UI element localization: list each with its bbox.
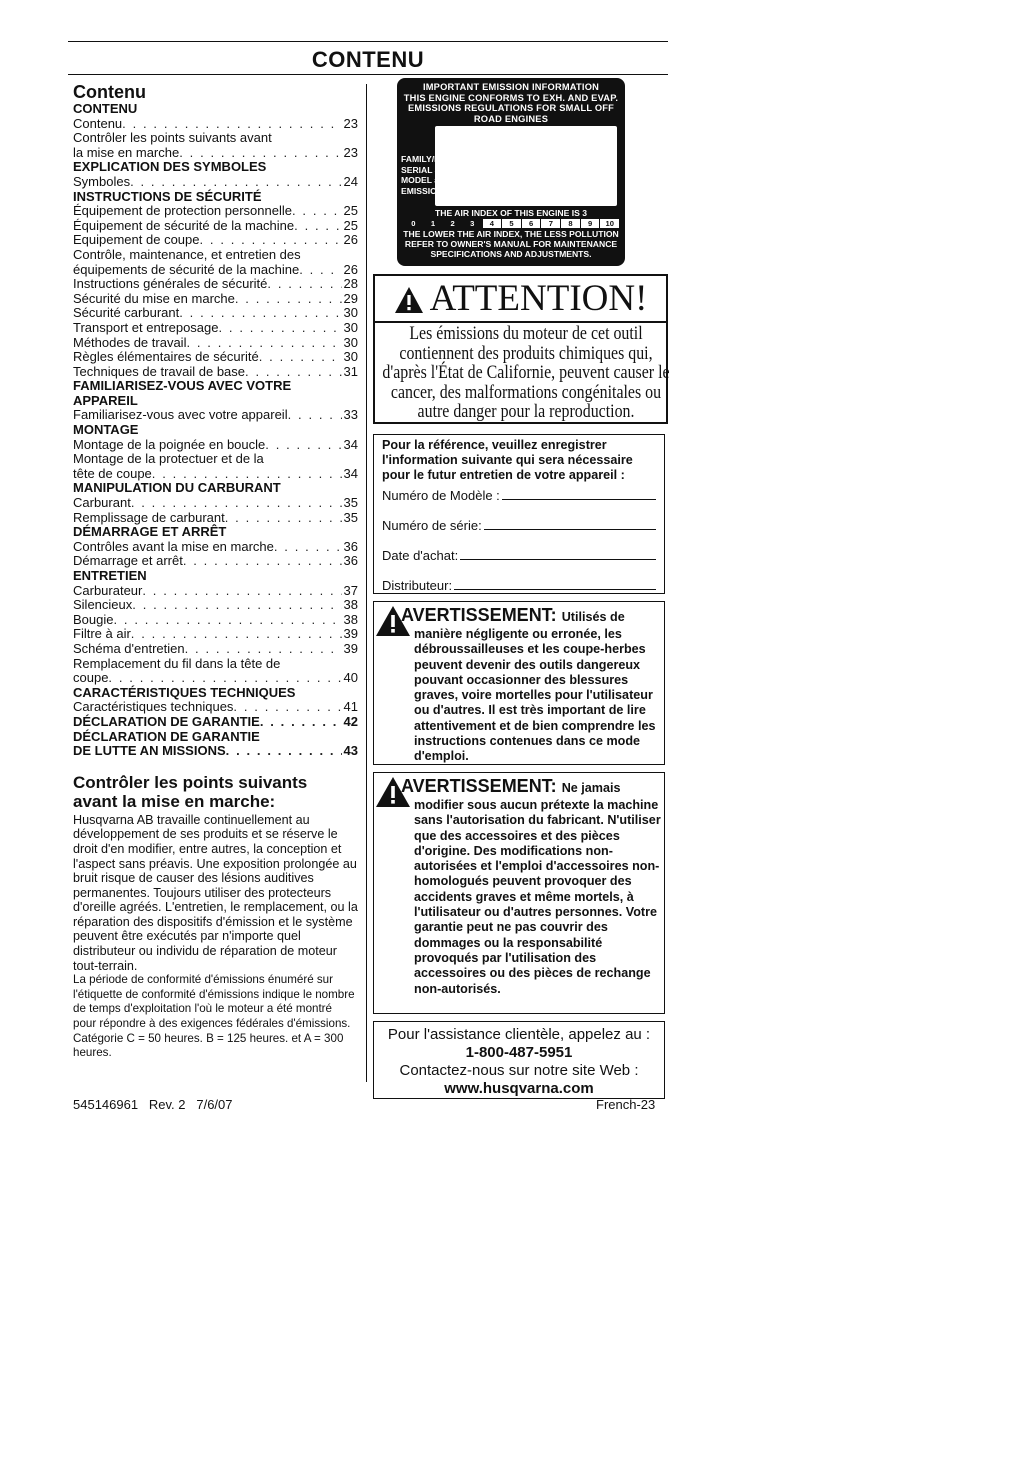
toc-entry-title: Équipement de sécurité de la machine	[73, 217, 295, 233]
toc-leader-dots	[142, 584, 341, 599]
toc-leader-dots	[294, 219, 341, 234]
toc-entry	[73, 277, 358, 292]
emission-header-line: THIS ENGINE CONFORMS TO EXH. AND EVAP.	[403, 92, 619, 103]
emission-label-footer	[397, 230, 625, 259]
toc-entry	[73, 540, 358, 555]
toc-entry-text: Contrôler les points suivants avant	[73, 130, 272, 146]
toc-page-number: 43	[343, 743, 358, 759]
column-divider	[366, 84, 367, 1082]
attention-title-text: ATTENTION!	[429, 278, 648, 319]
customer-service-box	[373, 1021, 665, 1099]
toc-entry-title: Montage de la poignée en boucle	[73, 436, 266, 452]
emission-label	[397, 78, 625, 266]
air-index-scale-cell: 4	[482, 219, 502, 228]
toc-entry	[73, 598, 358, 613]
table-of-contents	[73, 102, 358, 759]
toc-entry-title: Contenu	[73, 115, 123, 131]
purchase-date-line	[460, 559, 656, 560]
serial-number-field	[382, 503, 656, 533]
model-number-field	[382, 485, 656, 503]
toc-leader-dots	[225, 511, 342, 526]
toc-entry	[73, 365, 358, 380]
toc-page-number: 34	[343, 436, 358, 452]
toc-entry-title: Contrôles avant la mise en marche	[73, 538, 274, 554]
serial-number-line	[484, 529, 656, 530]
toc-entry	[73, 671, 358, 686]
toc-entry-text: Remplacement du fil dans la tête de	[73, 655, 281, 671]
toc-page-number: 26	[343, 261, 358, 277]
toc-entry-title: Remplissage de carburant	[73, 509, 225, 525]
emission-header-line: EMISSIONS REGULATIONS FOR SMALL OFF	[407, 103, 615, 114]
toc-page-number: 25	[343, 217, 358, 233]
toc-page-number: 42	[343, 713, 358, 729]
emission-footer-line: THE LOWER THE AIR INDEX, THE LESS POLLUTION	[403, 229, 619, 239]
toc-page-number: 30	[343, 305, 358, 321]
warning-2-title: AVERTISSEMENT:	[401, 776, 557, 796]
toc-page-number: 23	[343, 144, 358, 160]
warning-1-lead: Utilisés de	[561, 610, 625, 624]
emission-header-line: ROAD ENGINES	[473, 113, 549, 124]
toc-entry	[73, 438, 358, 453]
toc-entry-text: Montage de la protectuer et de la	[73, 451, 264, 467]
checklist-heading-line-2: avant la mise en marche:	[73, 791, 276, 811]
toc-section-heading: DÉMARRAGE ET ARRÊT	[73, 524, 227, 540]
toc-leader-dots	[130, 175, 341, 190]
warning-1-text: manière négligente ou erronée, les débroussailleuses et les coupe-herbes peuvent devenir des outils dangereux pouvant occasionner des blessures graves, voire mortelles pour l'utilisateur ou d'autres. Il est très important de lire attentivement et de bien comprendre les instructions contenues dans ce mode d'emploi.	[414, 627, 656, 764]
page-title: CONTENU	[311, 47, 425, 72]
toc-entry-title: Filtre à air	[73, 626, 131, 642]
toc-leader-dots	[235, 292, 342, 307]
toc-section-heading: EXPLICATION DES SYMBOLES	[73, 159, 267, 175]
purchase-date-field	[382, 533, 656, 563]
toc-entry	[73, 219, 358, 234]
toc-section-heading: INSTRUCTIONS DE SÉCURITÉ	[73, 188, 262, 204]
toc-leader-dots	[185, 642, 342, 657]
warning-2-lead: Ne jamais	[561, 781, 621, 795]
toc-leader-dots	[183, 554, 342, 569]
emission-label-blank-area	[435, 126, 617, 206]
toc-leader-dots	[219, 321, 342, 336]
toc-leader-dots	[274, 540, 342, 555]
toc-section-heading: CARACTÉRISTIQUES TECHNIQUES	[73, 684, 296, 700]
toc-entry	[73, 642, 358, 657]
emission-header-line: IMPORTANT EMISSION INFORMATION	[422, 82, 600, 92]
toc-leader-dots	[113, 613, 341, 628]
toc-page-number: 41	[343, 699, 358, 715]
toc-entry-title: Carburateur	[73, 582, 143, 598]
toc-page-number: 40	[343, 670, 358, 686]
toc-entry	[73, 715, 358, 730]
contents-heading: Contenu	[73, 82, 146, 102]
emission-period-body: La période de conformité d'émissions énuméré sur l'étiquette de conformité d'émissions indique le nombre de temps d'exploitation l'où le moteur a été montré pour répondre à des exigences fédérales d'émissions. Catégorie C = 50 heures. B = 125 heures. et A = 300 heures.	[73, 973, 355, 1060]
air-index-scale	[403, 219, 619, 228]
emission-label-fields	[401, 154, 454, 196]
toc-leader-dots	[299, 263, 341, 278]
toc-page-number: 39	[343, 626, 358, 642]
emission-footer-line: REFER TO OWNER'S MANUAL FOR MAINTENANCE	[404, 238, 618, 249]
toc-leader-dots	[245, 365, 342, 380]
attention-text: Les émissions du moteur de cet outil contiennent des produits chimiques qui, d'après l'État de Californie, peuvent causer le cancer, des malformations congénitales ou autre danger pour la reproduction.	[382, 324, 670, 422]
emission-label-header	[397, 78, 625, 124]
checklist-heading	[73, 773, 358, 811]
emission-field-label: EMISSION	[401, 185, 444, 196]
air-index-scale-cell: 7	[540, 219, 560, 228]
serial-number-label: Numéro de série:	[382, 518, 482, 533]
attention-title	[375, 276, 666, 323]
air-index-text: THE AIR INDEX OF THIS ENGINE IS 3	[434, 208, 587, 218]
toc-section-heading: MONTAGE	[73, 422, 139, 438]
air-index-scale-cell: 1	[423, 219, 443, 228]
contact-line-1: Pour l'assistance clientèle, appelez au :	[387, 1026, 651, 1043]
toc-entry	[73, 700, 358, 715]
toc-leader-dots	[260, 715, 342, 730]
toc-entry	[73, 292, 358, 307]
warning-icon	[375, 605, 411, 637]
toc-leader-dots	[179, 306, 341, 321]
toc-leader-dots	[259, 350, 342, 365]
toc-page-number: 35	[343, 509, 358, 525]
dealer-line	[454, 589, 656, 590]
toc-entry-title: Équipement de protection personnelle	[73, 203, 292, 219]
toc-section-heading: FAMILIARISEZ-VOUS AVEC VOTRE	[73, 378, 292, 394]
toc-page-number: 36	[343, 553, 358, 569]
toc-entry-title: Schéma d'entretien	[73, 640, 185, 656]
toc-leader-dots	[233, 700, 341, 715]
warning-icon	[394, 286, 424, 314]
toc-leader-dots	[199, 233, 341, 248]
toc-entry	[73, 627, 358, 642]
toc-entry	[73, 408, 358, 423]
attention-box	[373, 274, 668, 424]
toc-leader-dots	[265, 438, 341, 453]
toc-entry	[73, 336, 358, 351]
toc-entry	[73, 146, 358, 161]
top-rule	[68, 41, 668, 42]
warning-icon	[375, 776, 411, 808]
toc-entry	[73, 263, 358, 278]
toc-leader-dots	[152, 467, 342, 482]
toc-entry	[73, 744, 358, 759]
reference-intro: Pour la référence, veuillez enregistrer l'information suivante qui sera nécessaire pour le futur entretien de votre appareil :	[382, 438, 633, 482]
contact-line-2: Contactez-nous sur notre site Web :	[399, 1062, 639, 1079]
toc-page-number: 26	[343, 232, 358, 248]
purchase-date-label: Date d'achat:	[382, 548, 459, 563]
model-number-label: Numéro de Modèle :	[382, 488, 500, 503]
warning-box-1	[373, 601, 665, 765]
warning-1-title: AVERTISSEMENT:	[401, 605, 557, 625]
toc-entry-title: Règles élémentaires de sécurité	[73, 349, 259, 365]
toc-leader-dots	[226, 744, 342, 759]
toc-page-number: 38	[343, 597, 358, 613]
toc-leader-dots	[292, 204, 342, 219]
toc-leader-dots	[131, 496, 342, 511]
toc-entry-title: DÉCLARATION DE GARANTIE	[73, 713, 260, 729]
toc-entry	[73, 321, 358, 336]
warning-box-2	[373, 772, 665, 1014]
toc-page-number: 30	[343, 349, 358, 365]
toc-entry-title: tête de coupe	[73, 465, 152, 481]
air-index-scale-cell: 9	[580, 219, 600, 228]
right-column	[373, 78, 668, 1099]
footer-page-number: French-23	[596, 1097, 656, 1112]
checklist-heading-line-1: Contrôler les points suivants	[73, 772, 308, 792]
toc-section-heading: DÉCLARATION DE GARANTIE	[73, 728, 260, 744]
toc-page-number: 25	[343, 203, 358, 219]
toc-page-number: 38	[343, 611, 358, 627]
left-column	[73, 82, 358, 1061]
toc-entry-title: Méthodes de travail	[73, 334, 187, 350]
toc-entry	[73, 117, 358, 132]
reference-box	[373, 434, 665, 594]
toc-page-number: 30	[343, 334, 358, 350]
toc-entry-title: Symboles	[73, 173, 131, 189]
toc-entry-title: coupe	[73, 670, 109, 686]
toc-page-number: 23	[343, 115, 358, 131]
toc-entry-title: Familiarisez-vous avec votre appareil	[73, 407, 288, 423]
toc-entry-title: Instructions générales de sécurité	[73, 276, 268, 292]
toc-entry-title: Démarrage et arrêt	[73, 553, 183, 569]
toc-page-number: 24	[343, 173, 358, 189]
toc-section-heading: APPAREIL	[73, 392, 138, 408]
emission-field-label: SERIAL #	[401, 164, 440, 175]
warning-1-heading	[401, 605, 662, 627]
website-link[interactable]: www.husqvarna.com	[444, 1080, 594, 1097]
toc-leader-dots	[122, 117, 341, 132]
model-number-line	[502, 499, 656, 500]
toc-page-number: 28	[343, 276, 358, 292]
warning-2-heading	[401, 776, 662, 798]
toc-entry	[73, 613, 358, 628]
toc-section-heading: MANIPULATION DU CARBURANT	[73, 480, 281, 496]
toc-entry-title: la mise en marche	[73, 144, 180, 160]
toc-entry-title: DE LUTTE AN MISSIONS	[73, 743, 226, 759]
toc-page-number: 31	[343, 363, 358, 379]
toc-entry-text: Contrôle, maintenance, et entretien des	[73, 246, 301, 262]
toc-page-number: 39	[343, 640, 358, 656]
warning-2-text: modifier sous aucun prétexte la machine sans l'autorisation du fabricant. N'utiliser que des accessoires et des pièces d'origine. Des modifications non-autorisées et l'emploi d'accessoires non-homologués peuvent provoquer des accidents graves et même mortels, à l'utilisateur ou d'autres personnes. Votre garantie peut ne pas couvrir des dommages ou la responsabilité provoqués par l'utilisation des accessoires ou des pièces de rechange non-autorisés.	[414, 798, 661, 996]
toc-entry-title: Sécurité carburant	[73, 305, 180, 321]
toc-entry-title: Sécurité du mise en marche	[73, 290, 235, 306]
air-index-scale-cell: 3	[462, 219, 482, 228]
emission-footer-line: SPECIFICATIONS AND ADJUSTMENTS.	[430, 248, 592, 259]
toc-entry	[73, 467, 358, 482]
toc-entry	[73, 306, 358, 321]
toc-page-number: 29	[343, 290, 358, 306]
toc-entry-title: équipements de sécurité de la machine	[73, 261, 300, 277]
toc-leader-dots	[288, 408, 342, 423]
toc-entry	[73, 554, 358, 569]
toc-entry	[73, 233, 358, 248]
toc-entry	[73, 511, 358, 526]
toc-section-heading: ENTRETIEN	[73, 568, 147, 583]
checklist-body: Husqvarna AB travaille continuellement au développement de ses produits et se réserve le droit d'en modifier, entre autres, la conception et l'aspect sans préavis. Une exposition prolongée au bruit risque de causer des lésions auditives permanentes. Toujours utiliser des protecteurs d'oreille agréés. L'entretien, le remplacement, ou la réparation des dispositifs d'émission et le système peuvent être exécutés par n'importe quel distributeur ou individu de réparation de moteur tout-terrain.	[73, 812, 358, 973]
toc-page-number: 35	[343, 495, 358, 511]
toc-entry-title: Bougie	[73, 611, 114, 627]
phone-number: 1-800-487-5951	[465, 1044, 573, 1061]
air-index-scale-cell: 8	[560, 219, 580, 228]
toc-leader-dots	[186, 336, 341, 351]
toc-entry	[73, 175, 358, 190]
toc-page-number: 30	[343, 319, 358, 335]
toc-entry-title: Carburant	[73, 495, 131, 511]
toc-leader-dots	[131, 627, 342, 642]
title-rule	[68, 74, 668, 75]
air-index-scale-cell: 10	[599, 219, 619, 228]
toc-page-number: 33	[343, 407, 358, 423]
toc-section-heading: CONTENU	[73, 101, 138, 116]
emission-field-label: FAMILY/DISP	[401, 154, 455, 164]
air-index-scale-cell: 6	[521, 219, 541, 228]
toc-page-number: 37	[343, 582, 358, 598]
toc-leader-dots	[108, 671, 341, 686]
toc-entry	[73, 350, 358, 365]
toc-entry-title: Silencieux	[73, 597, 133, 613]
dealer-field	[382, 563, 656, 593]
air-index-scale-cell: 0	[403, 219, 423, 228]
toc-page-number: 36	[343, 538, 358, 554]
dealer-label: Distributeur:	[382, 578, 453, 593]
toc-leader-dots	[179, 146, 341, 161]
toc-entry-title: Caractéristiques techniques	[73, 699, 234, 715]
footer-document-info: 545146961 Rev. 2 7/6/07	[73, 1097, 233, 1112]
toc-entry	[73, 584, 358, 599]
toc-entry-title: Equipement de coupe	[73, 232, 200, 248]
emission-field-label: MODEL #	[401, 175, 440, 185]
toc-page-number: 34	[343, 465, 358, 481]
toc-entry-title: Transport et entreposage	[73, 319, 219, 335]
toc-leader-dots	[132, 598, 341, 613]
air-index-scale-cell: 2	[442, 219, 462, 228]
toc-entry-title: Techniques de travail de base	[73, 363, 246, 379]
toc-entry	[73, 204, 358, 219]
air-index-scale-cell: 5	[501, 219, 521, 228]
toc-entry	[73, 496, 358, 511]
toc-leader-dots	[267, 277, 341, 292]
